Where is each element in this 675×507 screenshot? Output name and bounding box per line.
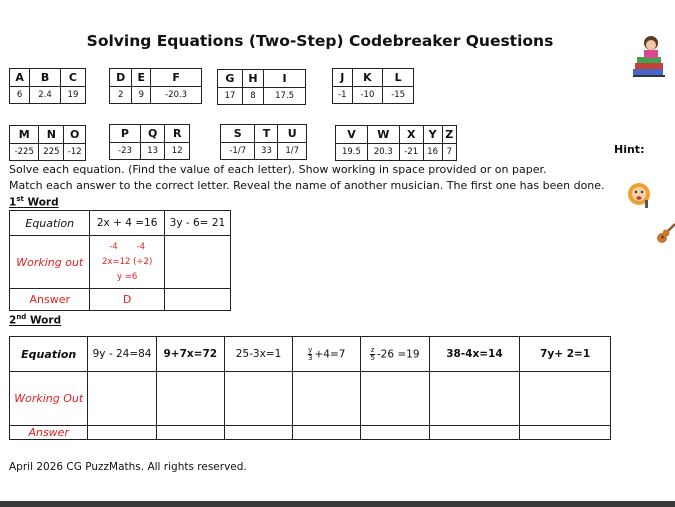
key-letter: V: [336, 126, 368, 144]
key-value: 20.3: [367, 144, 399, 161]
equation-cell: 9+7x=72: [156, 337, 224, 372]
equation-cell-fraction-y: $\frac{y}{3}$ +4=7: [293, 337, 361, 372]
key-letter: B: [30, 69, 61, 87]
key-letter: Q: [140, 125, 165, 143]
instructions-line-1: Solve each equation. (Find the value of each letter). Show working in space provided or on paper.: [9, 163, 547, 176]
key-value: -1/7: [221, 143, 255, 160]
key-value: -21: [399, 144, 423, 161]
answer-cell[interactable]: [361, 426, 429, 440]
key-value: -225: [10, 144, 39, 161]
key-value: 6: [10, 87, 30, 104]
key-letter: Z: [442, 126, 456, 144]
key-table-mno: [9, 125, 86, 161]
key-value: -23: [110, 143, 141, 160]
equation-cell: 25-3x=1: [224, 337, 292, 372]
key-table-stu: [220, 124, 307, 160]
key-value: 7: [442, 144, 456, 161]
example-working-cell: [90, 236, 164, 289]
working-cell[interactable]: [293, 372, 361, 426]
working-cell[interactable]: [88, 372, 156, 426]
key-letter: S: [221, 125, 255, 143]
equation-cell: 9y - 24=84: [88, 337, 156, 372]
key-letter: Y: [423, 126, 442, 144]
working-row-label: Working out: [10, 236, 90, 289]
key-letter: W: [367, 126, 399, 144]
key-letter: N: [39, 126, 64, 144]
key-letter: T: [255, 125, 278, 143]
answer-cell[interactable]: [224, 426, 292, 440]
answer-row-label: Answer: [10, 289, 90, 311]
working-cell[interactable]: [361, 372, 429, 426]
equation-cell: 7y+ 2=1: [520, 337, 611, 372]
key-value: 33: [255, 143, 278, 160]
equation-cell-fraction-z: $\frac{z}{5}$ -26 =19: [361, 337, 429, 372]
equation-row-label: Equation: [10, 211, 90, 236]
working-cell[interactable]: [164, 236, 230, 289]
key-letter: R: [165, 125, 190, 143]
equation-cell: 3y - 6= 21: [164, 211, 230, 236]
key-table-abc: [9, 68, 86, 104]
key-table-ghi: [217, 69, 306, 105]
key-letter: H: [242, 70, 263, 88]
key-value: 13: [140, 143, 165, 160]
key-letter: E: [132, 69, 151, 87]
key-value: 1/7: [278, 143, 307, 160]
word-2-heading: 2nd Word: [9, 313, 62, 327]
key-value: 8: [242, 88, 263, 105]
equation-cell: 38-4x=14: [429, 337, 520, 372]
page-title: Solving Equations (Two-Step) Codebreaker Questions: [86, 32, 554, 50]
key-table-def: [109, 68, 202, 104]
key-letter: X: [399, 126, 423, 144]
key-letter: L: [383, 69, 414, 87]
key-value: 16: [423, 144, 442, 161]
answer-cell[interactable]: [164, 289, 230, 311]
key-value: 2: [110, 87, 132, 104]
answer-cell[interactable]: [520, 426, 611, 440]
key-letter: I: [264, 70, 306, 88]
key-value: 17: [218, 88, 243, 105]
key-letter: K: [352, 69, 383, 87]
key-value: 17.5: [264, 88, 306, 105]
key-value: 2.4: [30, 87, 61, 104]
fraction-y-over-3: $\frac{y}{3}$: [308, 345, 313, 362]
key-letter: C: [60, 69, 85, 87]
word-1-heading: 1st Word: [9, 195, 59, 209]
key-table-jkl: [332, 68, 414, 104]
answer-cell[interactable]: [156, 426, 224, 440]
answer-row-label: Answer: [10, 426, 88, 440]
key-letter: G: [218, 70, 243, 88]
equation-cell: 2x + 4 =16: [90, 211, 164, 236]
key-value: 9: [132, 87, 151, 104]
working-cell[interactable]: [429, 372, 520, 426]
key-value: -15: [383, 87, 414, 104]
key-table-vwxyz: [335, 125, 457, 161]
instructions-line-2: Match each answer to the correct letter. Reveal the name of another musician. The first one has been done.: [9, 179, 605, 192]
bottom-border: [0, 501, 675, 507]
guitar-icon: [655, 222, 675, 244]
equation-row-label: Equation: [10, 337, 88, 372]
example-answer-cell: D: [90, 289, 164, 311]
fraction-z-over-5: $\frac{z}{5}$: [370, 345, 375, 362]
key-value: -10: [352, 87, 383, 104]
key-value: 225: [39, 144, 64, 161]
key-letter: F: [151, 69, 202, 87]
key-value: -12: [64, 144, 86, 161]
answer-cell[interactable]: [88, 426, 156, 440]
key-value: 19: [60, 87, 85, 104]
hint-label: Hint:: [614, 143, 645, 156]
key-letter: D: [110, 69, 132, 87]
answer-cell[interactable]: [429, 426, 520, 440]
working-step: y =6: [117, 271, 138, 282]
key-table-pqr: [109, 124, 190, 160]
working-cell[interactable]: [156, 372, 224, 426]
working-cell[interactable]: [520, 372, 611, 426]
key-value: -1: [333, 87, 353, 104]
working-cell[interactable]: [224, 372, 292, 426]
working-step: 2x=12 (÷2): [102, 256, 153, 267]
working-row-label: Working Out: [10, 372, 88, 426]
working-step: -4 -4: [109, 241, 146, 252]
word-2-table: [9, 336, 611, 440]
key-letter: M: [10, 126, 39, 144]
key-letter: A: [10, 69, 30, 87]
key-letter: U: [278, 125, 307, 143]
key-letter: J: [333, 69, 353, 87]
singer-icon: [624, 180, 654, 210]
girl-reading-books-icon: [629, 33, 669, 79]
key-letter: O: [64, 126, 86, 144]
key-value: 12: [165, 143, 190, 160]
word-1-table: [9, 210, 231, 311]
answer-cell[interactable]: [293, 426, 361, 440]
key-letter: P: [110, 125, 141, 143]
key-value: -20.3: [151, 87, 202, 104]
footer-copyright: April 2026 CG PuzzMaths. All rights reserved.: [9, 461, 247, 473]
key-value: 19.5: [336, 144, 368, 161]
